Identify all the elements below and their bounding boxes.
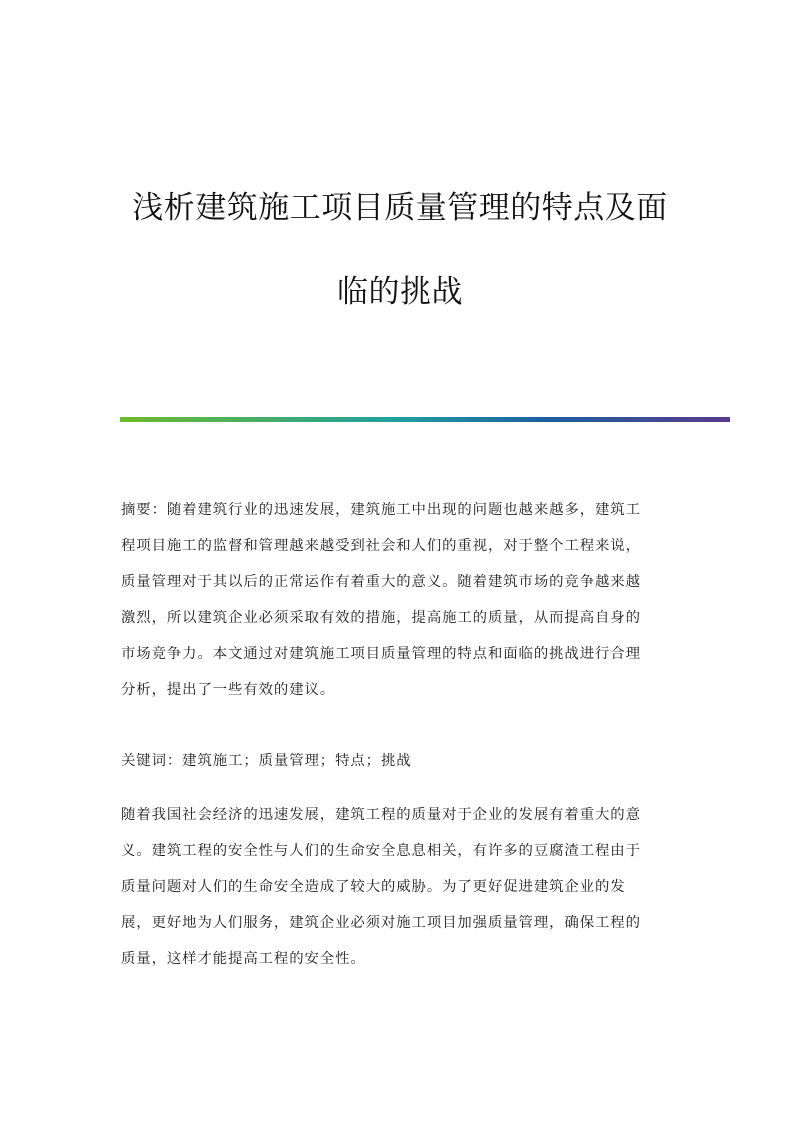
abstract-line: 程项目施工的监督和管理越来越受到社会和人们的重视，对于整个工程来说， [121,538,641,554]
intro-paragraph [121,797,681,977]
abstract-line: 摘要：随着建筑行业的迅速发展，建筑施工中出现的问题也越来越多，建筑工 [121,502,641,518]
document-title-line-2: 临的挑战 [337,274,463,310]
intro-line: 展，更好地为人们服务，建筑企业必须对施工项目加强质量管理，确保工程的 [121,915,641,931]
abstract-line: 分析，提出了一些有效的建议。 [121,682,336,698]
abstract-line: 激烈，所以建筑企业必须采取有效的措施，提高施工的质量，从而提高自身的 [121,610,641,626]
abstract-line: 质量管理对于其以后的正常运作有着重大的意义。随着建筑市场的竞争越来越 [121,574,641,590]
abstract-line: 市场竞争力。本文通过对建筑施工项目质量管理的特点和面临的挑战进行合理 [121,646,641,662]
abstract-paragraph [121,492,681,708]
document-title-line-1: 浅析建筑施工项目质量管理的特点及面 [132,190,668,226]
intro-line: 质量问题对人们的生命安全造成了较大的威胁。为了更好促进建筑企业的发 [121,879,626,895]
intro-line: 质量，这样才能提高工程的安全性。 [121,951,366,967]
keywords-line: 关键词：建筑施工；质量管理；特点；挑战 [121,753,412,769]
gradient-divider [120,417,730,422]
intro-line: 义。建筑工程的安全性与人们的生命安全息息相关，有许多的豆腐渣工程由于 [121,843,641,859]
intro-line: 随着我国社会经济的迅速发展，建筑工程的质量对于企业的发展有着重大的意 [121,807,641,823]
